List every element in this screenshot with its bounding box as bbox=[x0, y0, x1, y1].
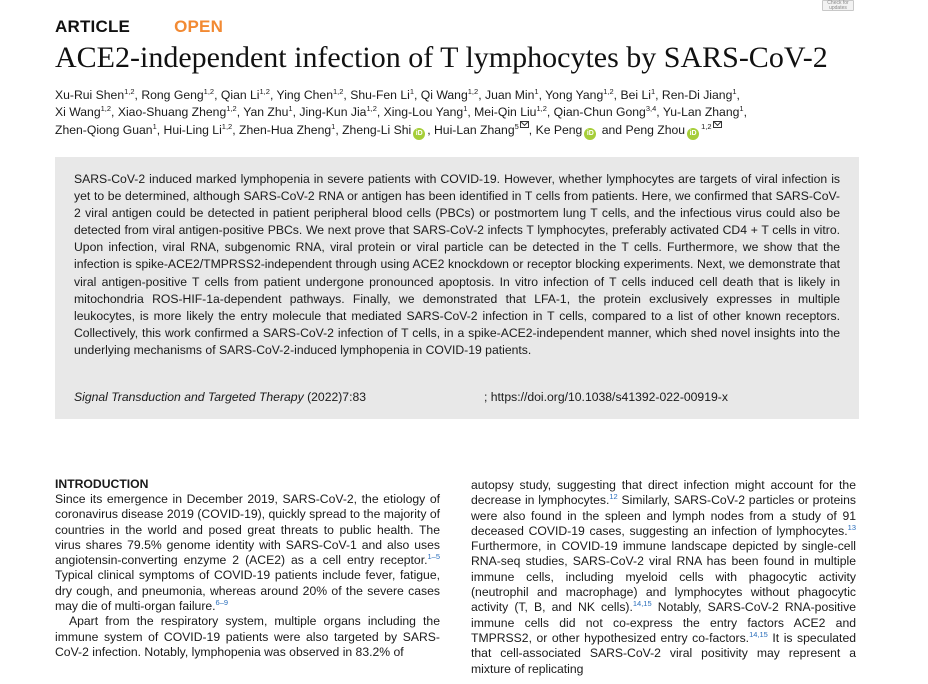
paragraph-text: Furthermore, in COVID-19 immune landscape depicted by single-cell RNA-seq studies, SARS-CoV-2 viral RNA has been found in multiple immune cells, including myeloid cells with phagocytic activity (neutrophil and macrophage) and lymphocytes without phagocytic activity (T, B, and NK cells). bbox=[471, 539, 856, 615]
orcid-icon[interactable]: iD bbox=[584, 128, 596, 140]
author-affiliation: 1,2 bbox=[603, 87, 614, 96]
author-affiliation: 1 bbox=[463, 104, 468, 114]
paragraph: Apart from the respiratory system, multiple organs including the immune system of COVID-19 patients were also targeted by SARS-CoV-2 infection. Notably, lymphopenia was observed in 83.2% of bbox=[55, 614, 440, 659]
doi-link[interactable]: ; https://doi.org/10.1038/s41392-022-00919-x bbox=[484, 390, 728, 404]
author-affiliation: 1 bbox=[732, 87, 737, 96]
author-name[interactable]: Xi Wang bbox=[55, 105, 101, 120]
author-name[interactable]: Yu-Lan Zhang bbox=[662, 105, 740, 120]
author-name[interactable]: Hui-Lan Zhang bbox=[433, 123, 515, 138]
author-conjunction: and bbox=[601, 123, 623, 138]
open-access-label: OPEN bbox=[174, 17, 224, 36]
author-affiliation: 1 bbox=[331, 122, 336, 132]
author-name[interactable]: Hui-Ling Li bbox=[163, 123, 222, 138]
author-name[interactable]: Zhen-Qiong Guan bbox=[55, 123, 153, 138]
author-affiliation: 1 bbox=[152, 122, 157, 132]
author-affiliation: 1 bbox=[288, 104, 293, 114]
check-for-updates-badge[interactable]: Check for updates bbox=[822, 0, 854, 11]
author-name[interactable]: Mei-Qin Liu bbox=[474, 105, 537, 120]
author-affiliation: 1,2 bbox=[203, 87, 215, 96]
body-column-left bbox=[55, 477, 440, 660]
section-heading-introduction: INTRODUCTION bbox=[55, 477, 149, 491]
author-name[interactable]: Zhen-Hua Zheng bbox=[239, 123, 332, 138]
author-affiliation: 1,2 bbox=[226, 104, 237, 114]
reference-link[interactable]: 1–5 bbox=[427, 552, 440, 562]
author-name[interactable]: Bei Li bbox=[620, 88, 651, 102]
article-type-label: ARTICLE bbox=[55, 17, 131, 36]
author-affiliation: 1,2 bbox=[332, 87, 344, 96]
paragraph-text: autopsy study, suggesting that direct infection might account for the decrease in lymphocytes. bbox=[471, 478, 856, 508]
author-affiliation: 1,2 bbox=[259, 87, 270, 96]
author-affiliation: 1,2 bbox=[221, 122, 233, 132]
author-affiliation: 1,2 bbox=[100, 104, 112, 114]
paragraph-text: Typical clinical symptoms of COVID-19 patients include fever, fatigue, dry cough, and pneumonia, whereas around 20% of the severe cases may die of multi-organ failure. bbox=[55, 568, 440, 614]
reference-link[interactable]: 13 bbox=[847, 522, 856, 532]
paragraph-text: Since its emergence in December 2019, SARS-CoV-2, the etiology of coronavirus disease 2019 (COVID-19), quickly spread to the majority of countries in the world and posed great threats to public health. The virus shares 79.5% genome identity with SARS-CoV-1 and also uses angiotensin-converting enzyme 2 (ACE2) as a cell entry receptor. bbox=[55, 492, 440, 568]
paragraph bbox=[55, 492, 440, 614]
author-affiliation: 1,2 bbox=[124, 87, 135, 96]
author-list bbox=[55, 87, 915, 140]
author-name[interactable]: Ying Chen bbox=[276, 88, 333, 102]
author-name[interactable]: Shu-Fen Li bbox=[350, 88, 410, 102]
orcid-icon[interactable]: iD bbox=[413, 128, 425, 140]
author-name[interactable]: Yong Yang bbox=[545, 88, 604, 102]
abstract-text: SARS-CoV-2 induced marked lymphopenia in severe patients with COVID-19. However, whether lymphocytes are targets of viral infection is yet to be determined, although SARS-CoV-2 RNA or antigen has been identified in T cells from patients. Here, we confirmed that SARS-CoV-2 viral antigen could be detected in patient peripheral blood cells (PBCs) or postmortem lung T cells, and the infectious virus could also be detected from viral antigen-positive PBCs. We next prove that SARS-CoV-2 infects T lymphocytes, preferably activated CD4 + T cells in vitro. Upon infection, viral RNA, subgenomic RNA, viral protein or viral particle can be detected in the T cells. Furthermore, we show that the infection is spike-ACE2/TMPRSS2-independent through using ACE2 knockdown or receptor blocking experiments. Next, we demonstrate that viral antigen-positive T cells from patient undergone pronounced apoptosis. In vitro infection of T cells induced cell death that is likely in mitochondria ROS-HIF-1a-dependent pathways. Finally, we demonstrated that LFA-1, the protein exclusively expresses in multiple leukocytes, is more likely the entry molecule that mediated SARS-CoV-2 infection in T cells, compared to a list of other known receptors. Collectively, this work confirmed a SARS-CoV-2 infection of T cells, in a spike-ACE2-independent manner, which shed novel insights into the underlying mechanisms of SARS-CoV-2-induced lymphopenia in COVID-19 patients. bbox=[74, 172, 840, 357]
paragraph bbox=[471, 478, 856, 677]
body-column-right bbox=[471, 478, 856, 677]
orcid-icon[interactable]: iD bbox=[687, 128, 699, 140]
author-line-3: Zhen-Qiong Guan$^1$, Hui-Ling Li$^{1,2}$, Zhen-Hua Zheng$^1$, Zheng-Li Shi iD , Hui-Lan Zhang$^5$ , Ke Peng iD and Peng Zhou iD$^{1,2}$ bbox=[55, 121, 915, 140]
paragraph-text: Notably, SARS-CoV-2 RNA-positive immune cells did not co-express the entry factors ACE2 and TMPRSS2, or other hypothesized entry co-factors. bbox=[471, 600, 856, 645]
reference-link[interactable]: 14,15 bbox=[632, 599, 652, 609]
envelope-icon[interactable] bbox=[713, 121, 722, 128]
author-affiliation: 1,2 bbox=[701, 122, 712, 132]
author-name[interactable]: Juan Min bbox=[484, 88, 535, 102]
author-affiliation: 1 bbox=[739, 104, 744, 114]
author-name[interactable]: Xiao-Shuang Zheng bbox=[117, 105, 227, 120]
author-affiliation: 5 bbox=[514, 122, 519, 132]
paragraph-text: It is speculated that cell-associated SARS-CoV-2 viral positivity may represent a mixture of replicating bbox=[471, 630, 856, 676]
paragraph-text: Similarly, SARS-CoV-2 particles or proteins were also found in the spleen and lymph nodes from a study of 91 deceased COVID-19 cases, suggesting an infection of lymphocytes. bbox=[471, 493, 856, 538]
author-name[interactable]: Xing-Lou Yang bbox=[383, 105, 464, 120]
author-affiliation: 3,4 bbox=[645, 104, 657, 114]
author-name[interactable]: Yan Zhu bbox=[243, 105, 289, 120]
author-name[interactable]: Zheng-Li Shi bbox=[342, 123, 412, 138]
reference-link[interactable]: 14,15 bbox=[749, 629, 768, 639]
journal-name: Signal Transduction and Targeted Therapy bbox=[74, 390, 304, 404]
article-header bbox=[55, 17, 223, 39]
author-name[interactable]: Ren-Di Jiang bbox=[661, 88, 733, 102]
citation-line bbox=[74, 390, 854, 404]
author-affiliation: 1 bbox=[534, 87, 539, 96]
author-line-2: Xi Wang$^{1,2}$, Xiao-Shuang Zheng$^{1,2}$, Yan Zhu$^1$, Jing-Kun Jia$^{1,2}$, Xing-Lou Yang$^1$, Mei-Qin Liu$^{1,2}$, Qian-Chun Gong$^{3,4}$, Yu-Lan Zhang$^1$, bbox=[55, 104, 747, 120]
author-affiliation: 1,2 bbox=[536, 104, 547, 114]
reference-link[interactable]: 12 bbox=[609, 492, 618, 502]
author-affiliation: 1 bbox=[409, 87, 414, 96]
abstract-box bbox=[55, 157, 859, 419]
author-name[interactable]: Rong Geng bbox=[141, 88, 204, 102]
citation-year-volume: (2022)7:83 bbox=[307, 390, 367, 404]
author-name[interactable]: Peng Zhou bbox=[625, 123, 686, 138]
author-line-1: Xu-Rui Shen$^{1,2}$, Rong Geng$^{1,2}$, Qian Li$^{1,2}$, Ying Chen$^{1,2}$, Shu-Fen Li$^1$, Qi Wang$^{1,2}$, Juan Min$^1$, Yong Yang$^{1,2}$, Bei Li$^1$, Ren-Di Jiang$^1$, bbox=[55, 87, 740, 102]
envelope-icon[interactable] bbox=[520, 121, 529, 128]
author-name[interactable]: Jing-Kun Jia bbox=[299, 105, 367, 120]
author-affiliation: 1,2 bbox=[366, 104, 377, 114]
paper-title: ACE2-independent infection of T lymphocytes by SARS-CoV-2 bbox=[55, 41, 828, 74]
author-name[interactable]: Qi Wang bbox=[420, 88, 468, 102]
author-name[interactable]: Qian-Chun Gong bbox=[553, 105, 646, 120]
author-name[interactable]: Xu-Rui Shen bbox=[55, 88, 125, 102]
author-name[interactable]: Ke Peng bbox=[535, 123, 583, 138]
reference-link[interactable]: 6–9 bbox=[215, 598, 229, 608]
author-affiliation: 1,2 bbox=[467, 87, 479, 96]
author-affiliation: 1 bbox=[650, 87, 656, 96]
author-name[interactable]: Qian Li bbox=[220, 88, 260, 102]
